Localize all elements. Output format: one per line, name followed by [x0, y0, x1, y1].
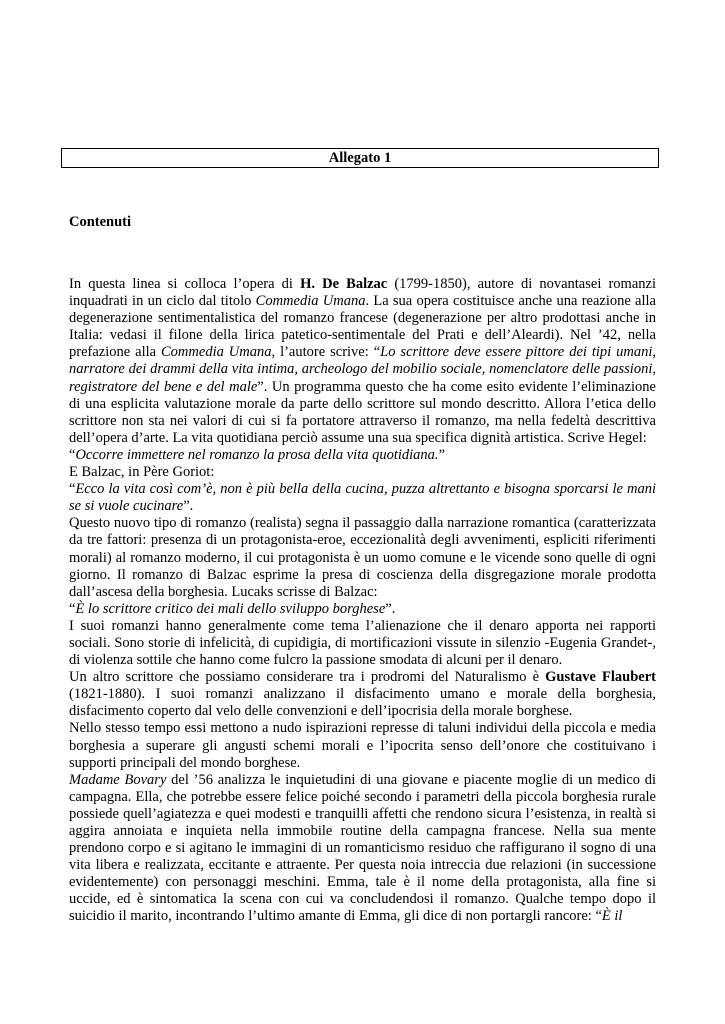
author-name-flaubert: Gustave Flaubert — [545, 669, 656, 686]
text-run: “ — [69, 481, 76, 498]
text-run: ”. — [385, 600, 396, 617]
paragraph-goriot-quote — [69, 481, 656, 515]
quote-text: Lo scrittore deve essere pittore dei tipi umani, narratore dei drammi della vita intima, archeologo del mobilio sociale, nomenclatore delle passioni, registratore del bene e del male — [69, 344, 657, 395]
quote-text: È lo scrittore critico dei mali dello sviluppo borghese — [75, 600, 386, 617]
work-title: Madame Bovary — [69, 771, 167, 788]
text-run: Questo nuovo tipo di romanzo (realista) segna il passaggio dalla narrazione romantica (caratterizzata da tre fattori: presenza di un protagonista-eroe, eccezionalità degli avvenimenti, espliciti riferimenti morali) al romanzo moderno, il cui protagonista è un uomo comune e le vicende sono quelle di ogni giorno. Il romanzo di Balzac esprime la presa di coscienza della disgregazione morale prodotta dall’ascesa della borghesia. Lucaks scrisse di Balzac: — [69, 515, 656, 600]
text-run: (1799-1850), autore di novantasei romanzi inquadrati in un ciclo dal titolo — [69, 276, 656, 310]
text-run: In questa linea si colloca l’opera di — [69, 276, 301, 292]
text-run: , l’autore scrive: “ — [271, 344, 381, 361]
text-run: I suoi romanzi hanno generalmente come tema l’alienazione che il denaro apporta nei rapporti sociali. Sono storie di infelicità, di cupidigia, di mortificazioni vissute in silenzio -Eugenia Grandet-, di violenza sottile che hanno come fulcro la passione smodata di alcuni per il denaro. — [69, 617, 656, 669]
attachment-header-box — [61, 148, 659, 168]
author-name-balzac: H. De Balzac — [300, 276, 388, 292]
text-run: . La sua opera costituisce anche una reazione alla degenerazione sentimentalistica del romanzo francese (degenerazione per altro prodottasi anche in Italia: vedasi il filone della lirica patetico-sentimentale del Prati e dell’Aleardi). Nel ’42, nella prefazione alla — [69, 293, 656, 361]
text-run: ”. — [183, 498, 194, 515]
text-run: “ — [69, 600, 76, 617]
text-run: Un altro scrittore che possiamo considerare tra i prodromi del Naturalismo è — [69, 669, 546, 686]
paragraph-madame-bovary — [69, 772, 656, 926]
text-run: Nello stesso tempo essi mettono a nudo ispirazioni represse di taluni individui della piccola e media borghesia a superare gli angusti schemi morali e l’ipocrita senso dell’onore che costituivano i supporti principali del mondo borghese. — [69, 720, 656, 771]
paragraph-lucaks-quote — [69, 601, 656, 618]
text-run: del ’56 analizza le inquietudini di una giovane e piacente moglie di un medico di campagna. Ella, che potrebbe essere felice poiché secondo i parametri della piccola borghesia rurale possiede quell’agiatezza e quei modesti e tranquilli affetti che rendono sicura l’esistenza, in realtà si aggira annoiata e inquieta nella immobile routine della campagna francese. Nella sua mente prendono corpo e si agitano le immagini di un romanticismo residuo che raffigurano il sogno di una vita libera e realizzata, eccitante e attraente. Per questa noia intreccia due relazioni (in successione evidentemente) con personaggi meschini. Emma, tale è il nome della protagonista, alla fine si uccide, ed è sintomatica la scena con cui va concludendosi il romanzo. Qualche tempo dopo il suicidio il marito, incontrando l’ultimo amante di Emma, gli dice di non portargli rancore: “ — [69, 771, 656, 925]
attachment-title: Allegato 1 — [328, 149, 392, 166]
work-title: Commedia Umana — [161, 344, 272, 361]
body-text — [69, 276, 656, 926]
work-title: Commedia Umana — [255, 293, 366, 310]
section-title: Contenuti — [69, 214, 132, 230]
text-run: (1821-1880). I suoi romanzi analizzano il disfacimento umano e morale della borghesia, disfacimento coperto dal velo delle convenzioni e dell’ipocrisia della morale borghese. — [69, 686, 656, 720]
text-run: ” — [438, 446, 445, 463]
paragraph-hegel-quote — [69, 447, 656, 464]
paragraph-repressed-aspirations — [69, 720, 656, 771]
paragraph-alienation — [69, 618, 656, 669]
paragraph-realist-novel — [69, 515, 656, 600]
text-run: E Balzac, in Père Goriot: — [69, 464, 215, 481]
quote-text: Ecco la vita così com’è, non è più bella della cucina, puzza altrettanto e bisogna sporcarsi le mani se si vuole cucinare — [69, 481, 656, 515]
quote-text: Occorre immettere nel romanzo la prosa della vita quotidiana. — [75, 446, 439, 463]
text-run: “ — [69, 446, 76, 463]
paragraph-flaubert — [69, 669, 656, 720]
paragraph-pere-goriot — [69, 464, 656, 481]
quote-text: È il — [601, 908, 623, 925]
paragraph-balzac-intro — [69, 276, 656, 447]
text-run: ”. Un programma questo che ha come esito evidente l’eliminazione di una esplicita valutazione morale da parte dello scrittore sul mondo descritto. Allora l’etica dello scrittore non sta nei valori di cui si fa portatore attraverso il romanzo, ma nella fedeltà descrittiva dell’opera d’arte. La vita quotidiana perciò assume una sua specifica dignità artistica. Scrive Hegel: — [69, 378, 656, 446]
